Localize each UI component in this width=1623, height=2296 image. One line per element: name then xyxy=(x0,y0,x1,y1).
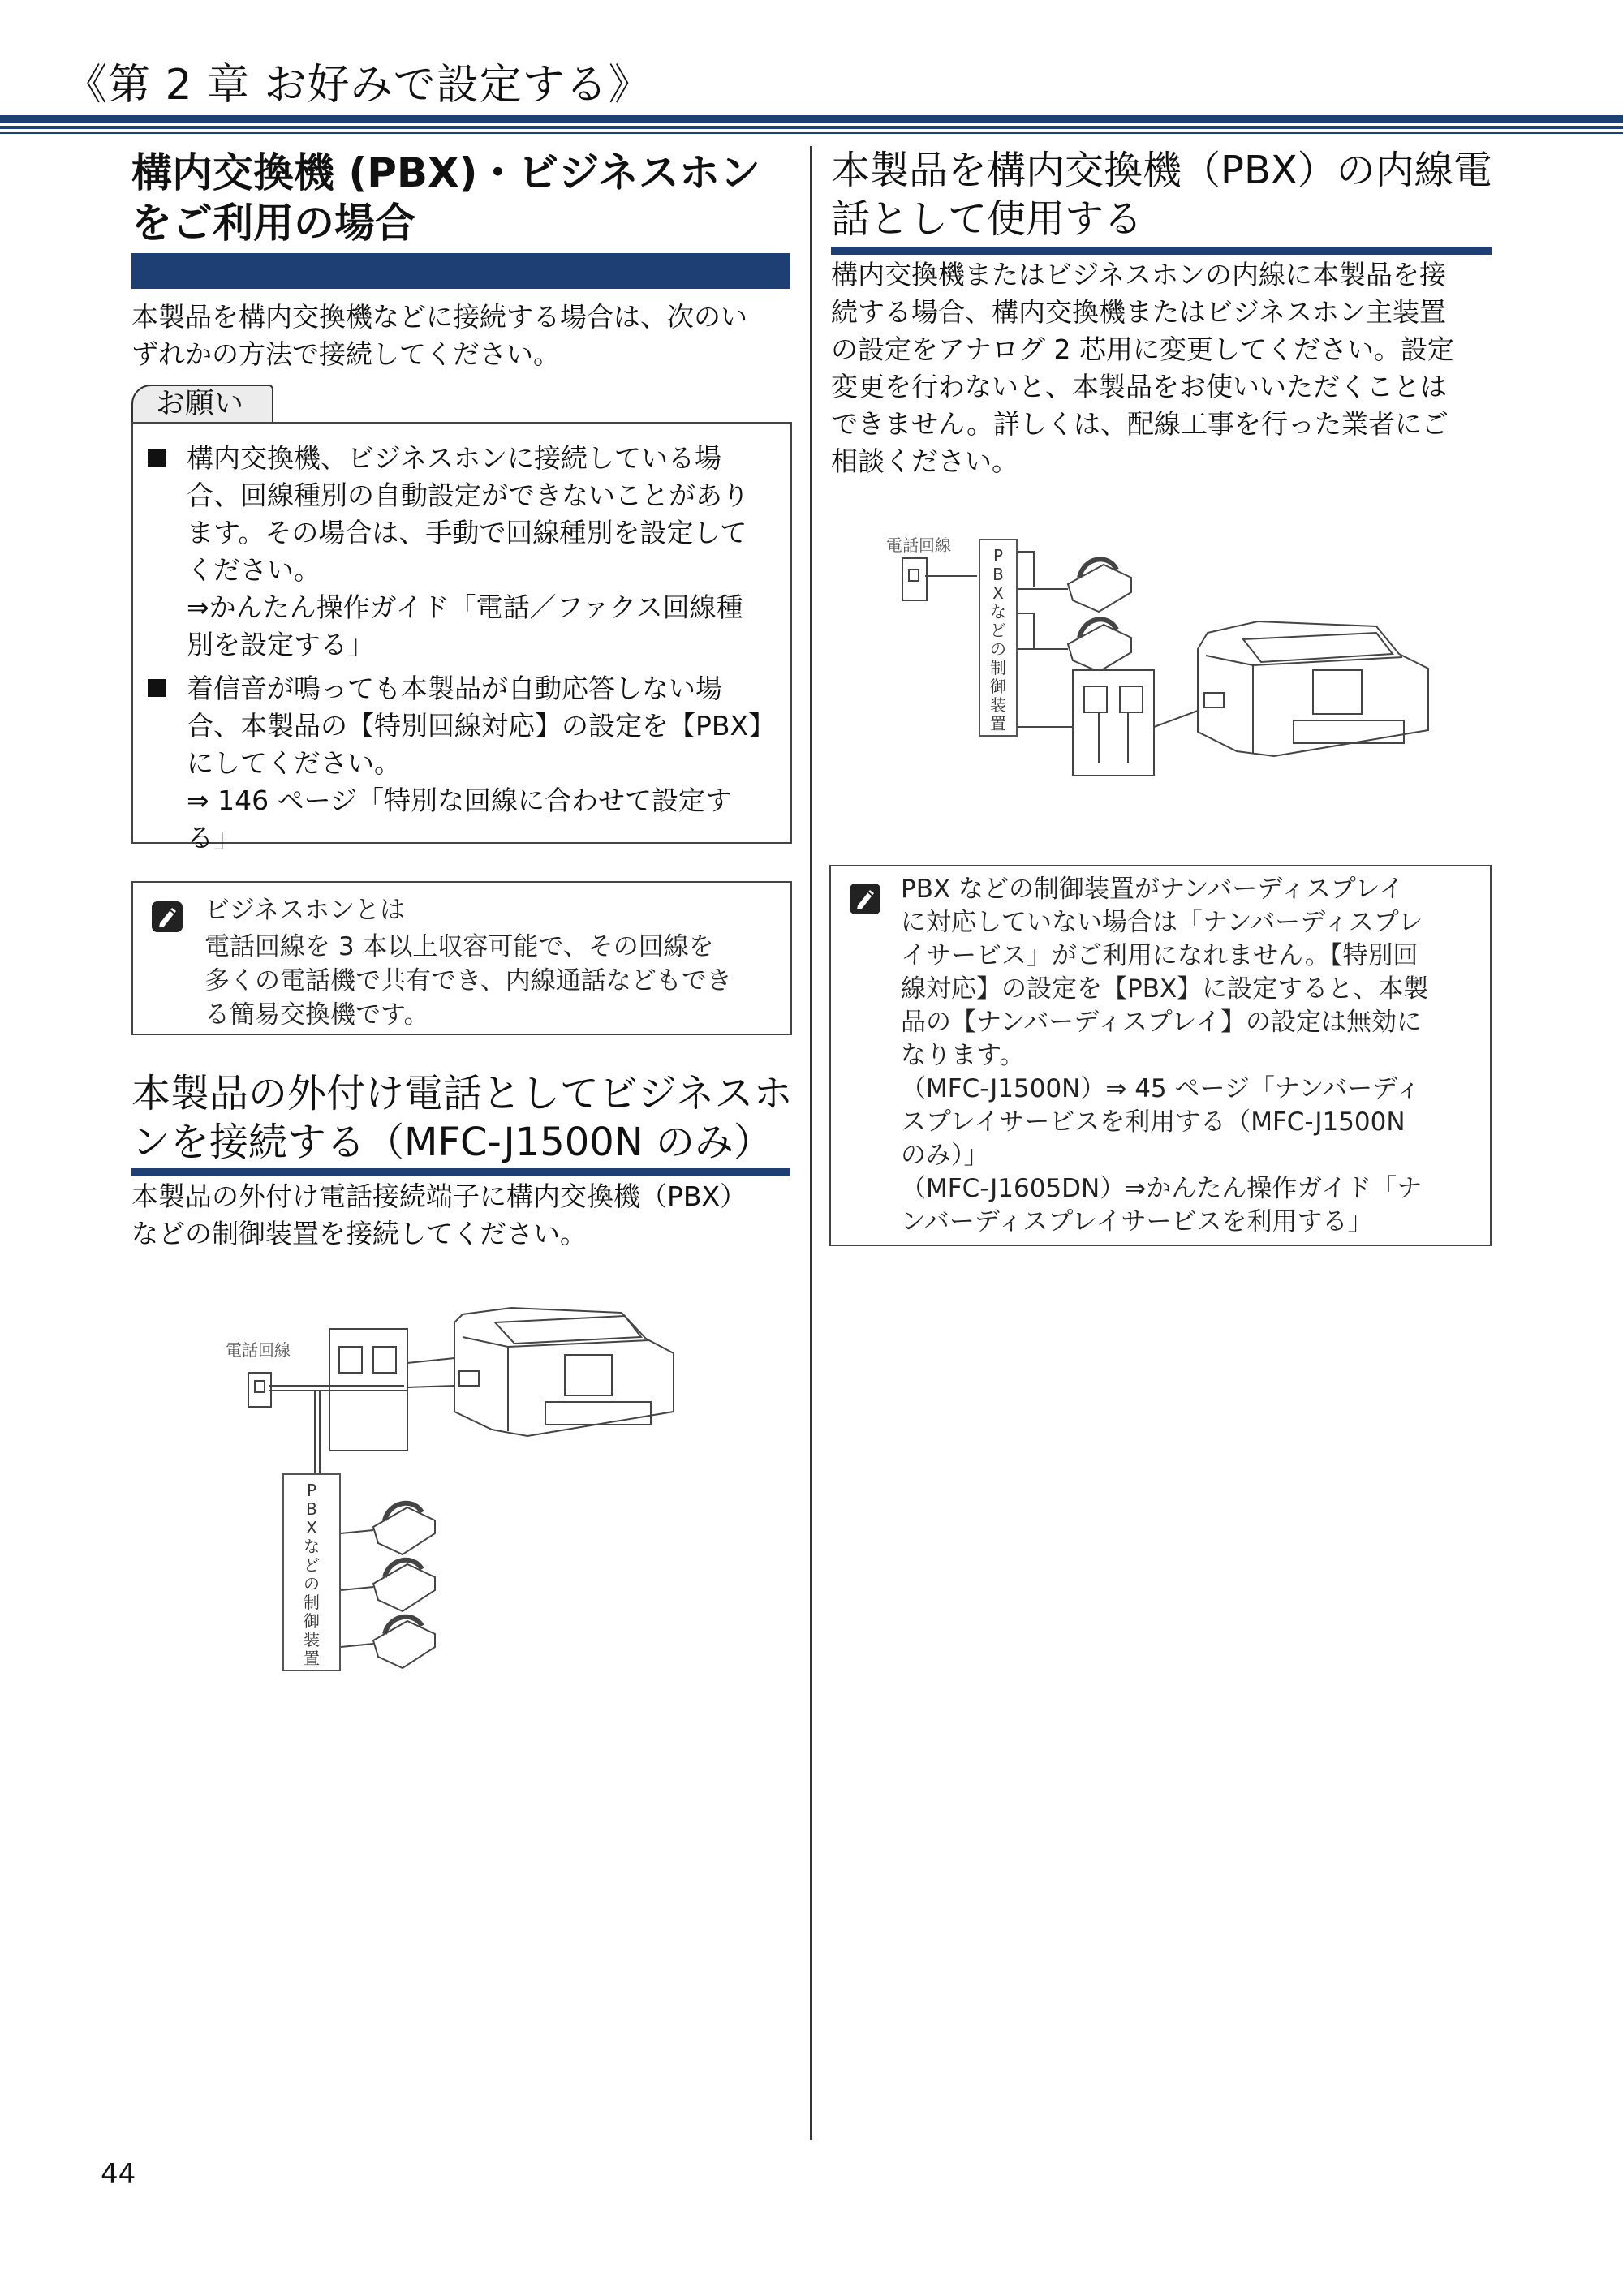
title-line: 本製品の外付け電話としてビジネスホ xyxy=(131,1071,793,1116)
page-number: 44 xyxy=(101,2158,136,2191)
text-line: 本製品を構内交換機などに接続する場合は、次のい xyxy=(131,301,747,333)
request-item xyxy=(133,440,782,664)
text-line: PBX などの制御装置がナンバーディスプレイ xyxy=(901,875,1405,904)
text-line: できません。詳しくは、配線工事を行った業者にご xyxy=(831,408,1449,440)
item-line: 着信音が鳴っても本製品が自動応答しない場 xyxy=(187,673,722,704)
item-line: ください。 xyxy=(187,554,321,586)
item-line: にしてください。 xyxy=(187,747,401,779)
pbx-control-unit-label: P B X な ど の 制 御 装 置 xyxy=(979,539,1018,737)
text-line: 線対応】の設定を【PBX】に設定すると、本製 xyxy=(901,974,1429,1004)
request-item xyxy=(133,670,782,857)
title-line: 話として使用する xyxy=(831,196,1143,242)
title-line: をご利用の場合 xyxy=(131,200,415,247)
item-line: ます。その場合は、手動で回線種別を設定して xyxy=(187,517,747,548)
text-line: なります。 xyxy=(901,1041,1025,1070)
request-tag xyxy=(131,385,273,424)
memo-text xyxy=(204,930,732,1032)
title-line: 本製品を構内交換機（PBX）の内線電 xyxy=(831,148,1492,193)
item-reference[interactable]: ⇒かんたん操作ガイド「電話／ファクス回線種 xyxy=(187,591,743,623)
memo-reference[interactable]: ンバーディスプレイサービスを利用する」 xyxy=(901,1207,1373,1236)
memo-reference[interactable]: （MFC-J1605DN）⇒かんたん操作ガイド「ナ xyxy=(901,1174,1423,1203)
connection-diagram-external xyxy=(219,1290,722,1688)
memo-title: ビジネスホンとは xyxy=(204,896,406,925)
section-body xyxy=(831,256,1513,480)
text-line: 品の【ナンバーディスプレイ】の設定は無効に xyxy=(901,1008,1423,1037)
header-rule-mid xyxy=(0,126,1623,129)
section-title-extension-phone xyxy=(831,146,1505,243)
item-line: 合、回線種別の自動設定ができないことがあり xyxy=(187,479,749,511)
section-body xyxy=(131,1178,805,1253)
title-line: 構内交換機 (PBX)・ビジネスホン xyxy=(131,149,760,196)
connection-diagram-extension xyxy=(880,519,1448,779)
bullet-square-icon xyxy=(148,679,166,697)
text-line: などの制御装置を接続してください。 xyxy=(131,1218,587,1249)
section-title-pbx xyxy=(131,148,797,248)
text-line: 本製品の外付け電話接続端子に構内交換機（PBX） xyxy=(131,1180,747,1212)
memo-box xyxy=(829,865,1492,1246)
text-line: 多くの電話機で共有でき、内線通話などもでき xyxy=(204,966,732,995)
item-reference[interactable]: る」 xyxy=(187,822,240,853)
section-rule xyxy=(831,247,1492,255)
memo-reference[interactable]: スプレイサービスを利用する（MFC-J1500N xyxy=(901,1107,1406,1137)
header-rule-thick xyxy=(0,115,1623,123)
section-bar xyxy=(131,253,790,289)
section-intro xyxy=(131,299,797,373)
text-line: に対応していない場合は「ナンバーディスプレ xyxy=(901,908,1423,937)
text-line: の設定をアナログ 2 芯用に変更してください。設定 xyxy=(831,333,1454,365)
text-line: 続する場合、構内交換機またはビジネスホン主装置 xyxy=(831,296,1447,328)
memo-box xyxy=(131,881,792,1035)
memo-pencil-icon xyxy=(849,883,881,915)
memo-pencil-icon xyxy=(151,901,183,933)
chapter-title: 《第 2 章 お好みで設定する》 xyxy=(65,61,652,110)
phone-line-label: 電話回線 xyxy=(886,535,951,555)
text-line: る簡易交換機です。 xyxy=(204,1000,429,1030)
printer-illustration xyxy=(880,519,1448,779)
item-reference[interactable]: 別を設定する」 xyxy=(187,629,374,660)
section-title-external-phone xyxy=(131,1069,805,1167)
item-line: 構内交換機、ビジネスホンに接続している場 xyxy=(187,442,722,474)
memo-reference[interactable]: （MFC-J1500N）⇒ 45 ページ「ナンバーディ xyxy=(901,1074,1421,1103)
item-line: 合、本製品の【特別回線対応】の設定を【PBX】 xyxy=(187,710,776,742)
text-line: 電話回線を 3 本以上収容可能で、その回線を xyxy=(204,932,714,961)
column-divider xyxy=(810,146,812,2140)
phone-line-label: 電話回線 xyxy=(226,1340,291,1360)
memo-text xyxy=(901,873,1428,1239)
request-tag-label: お願い xyxy=(156,387,244,420)
text-line: 相談ください。 xyxy=(831,445,1018,477)
text-line: ずれかの方法で接続してください。 xyxy=(131,338,560,370)
text-line: 変更を行わないと、本製品をお使いいただくことは xyxy=(831,371,1447,402)
title-line: ンを接続する（MFC-J1500N のみ） xyxy=(131,1120,773,1165)
pbx-control-unit-label: P B X な ど の 制 御 装 置 xyxy=(282,1473,341,1671)
text-line: 構内交換機またはビジネスホンの内線に本製品を接 xyxy=(831,259,1447,290)
request-box xyxy=(131,422,792,853)
section-rule xyxy=(131,1168,790,1176)
item-reference[interactable]: ⇒ 146 ページ「特別な回線に合わせて設定す xyxy=(187,785,732,816)
bullet-square-icon xyxy=(148,449,166,467)
header-rule-thin xyxy=(0,132,1623,134)
memo-reference[interactable]: のみ）」 xyxy=(901,1141,989,1170)
text-line: イサービス」がご利用になれません。【特別回 xyxy=(901,941,1419,970)
